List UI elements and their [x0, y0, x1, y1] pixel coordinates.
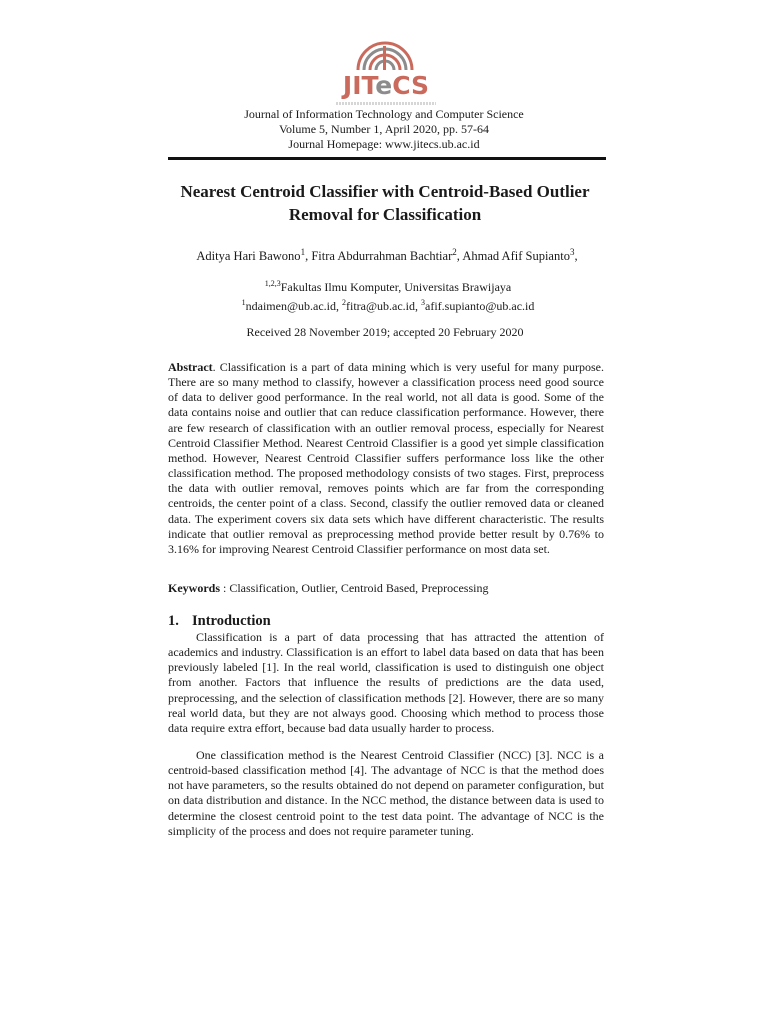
affiliation-block — [0, 276, 768, 314]
author-separator: , — [456, 249, 463, 264]
email-link[interactable]: fitra@ub.ac.id — [345, 299, 416, 313]
fan-arc-logo-icon — [350, 40, 420, 72]
affiliation-text: Fakultas Ilmu Komputer, Universitas Brawijaya — [280, 280, 512, 294]
paper-title — [150, 180, 620, 226]
logo-text-cs: CS — [392, 71, 430, 100]
author-sup: 3 — [569, 247, 575, 257]
journal-volume: Volume 5, Number 1, April 2020, pp. 57-64 — [278, 122, 490, 136]
author-name: Ahmad Afif Supianto — [462, 249, 570, 264]
header-divider — [168, 157, 606, 160]
journal-name: Journal of Information Technology and Computer Science — [244, 107, 524, 121]
abstract-label: Abstract — [168, 360, 213, 374]
author-sup: 2 — [452, 247, 457, 257]
email-sup: 3 — [421, 298, 426, 307]
keywords-label: Keywords — [168, 581, 220, 595]
journal-logo — [332, 40, 436, 106]
logo-text-jit: JIT — [342, 71, 376, 100]
author-list — [0, 243, 768, 265]
section-heading — [168, 612, 604, 630]
journal-homepage: Journal Homepage: www.jitecs.ub.ac.id — [288, 137, 480, 151]
email-separator: , — [335, 299, 342, 313]
section-number: 1. — [168, 613, 179, 629]
logo-text-e: e — [375, 71, 393, 100]
journal-header — [0, 107, 768, 152]
email-link[interactable]: afif.supianto@ub.ac.id — [425, 299, 535, 313]
author-separator: , — [574, 249, 578, 264]
author-name: Aditya Hari Bawono — [196, 249, 301, 264]
email-link[interactable]: ndaimen@ub.ac.id — [245, 299, 336, 313]
logo-wordmark — [340, 72, 432, 100]
email-line — [0, 295, 768, 314]
affiliation-line — [0, 276, 768, 295]
email-separator: , — [415, 299, 422, 313]
author-separator: , — [305, 249, 312, 264]
abstract-text: . Classification is a part of data mining which is very useful for many purpose. There are so many method to classify, however a classification process need good source of data to deliver good performance. In the real world, not all data is good. Some of the data contains noise and outlier that can reduce classification performance. However, there are few research of classification with an outlier removal process, especially for Nearest Centroid Classifier Method. Nearest Centroid Classifier is a good yet simple classification method. However, Nearest Centroid Classifier suffers performance loss like the other classification method. The proposed methodology consists of two stages. First, preprocess the data with outlier removal, removes points which are far from the corresponding centroids, the center point of a class. Second, classify the outlier removed data or cleaned data. The experiment covers six data sets which have different characteristic. The results indicate that outlier removal as preprocessing method provide better result by 0.76% to 3.16% for improving Nearest Centroid Classifier performance on most data set. — [168, 360, 604, 556]
keywords — [168, 580, 604, 596]
author-sup: 1 — [300, 247, 306, 257]
body-paragraph: One classification method is the Nearest Centroid Classifier (NCC) [3]. NCC is a centroid-based classification method [4]. The advantage of NCC is that the method does not have parameters, so the results obtained do not depend on parameter configuration, but on data distribution and distance. In the NCC method, the distance between data is used to determine the closest centroid point to the test data point. The advantage of NCC is the simplicity of the process and does not require parameter tuning. — [168, 748, 604, 838]
author-name: Fitra Abdurrahman Bachtiar — [311, 249, 453, 264]
body-paragraph: Classification is a part of data processing that has attracted the attention of academics and industry. Classification is an effort to label data based on data that has been previously labeled [1]. In the real world, classification is used to distinguish one object from another. Factors that influence the results of predictions are the data used, preprocessing, and the selection of classification methods [2]. However, there are so many real world data, but they are not always good. Choosing which method to process those data require extra effort, because bad data usually harder to process. — [168, 630, 604, 735]
affiliation-sup: 1,2,3 — [264, 279, 281, 288]
paper-title-line-2: Removal for Classification — [288, 205, 482, 224]
email-sup: 1 — [241, 298, 246, 307]
section-title: Introduction — [192, 613, 271, 629]
email-sup: 2 — [341, 298, 346, 307]
keywords-text: : Classification, Outlier, Centroid Based, Preprocessing — [220, 581, 489, 595]
paper-title-line-1: Nearest Centroid Classifier with Centroid-Based Outlier — [180, 182, 590, 201]
logo-tagline — [336, 102, 436, 105]
abstract — [168, 360, 604, 557]
received-dates: Received 28 November 2019; accepted 20 February 2020 — [246, 325, 524, 339]
